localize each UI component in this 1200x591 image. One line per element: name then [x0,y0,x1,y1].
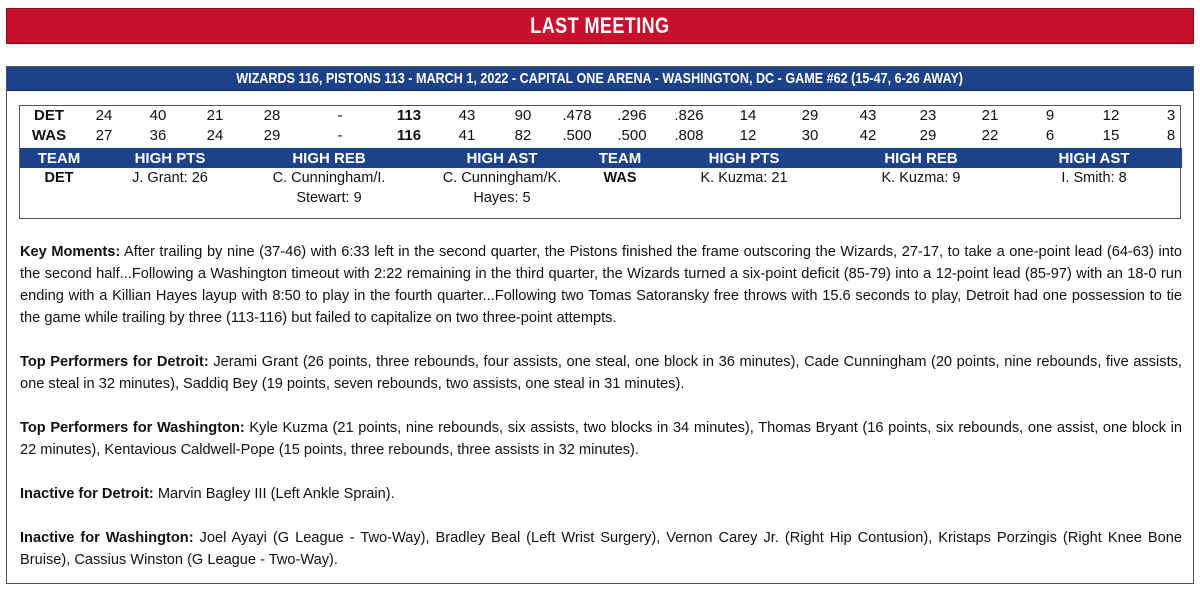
last-meeting-banner [6,8,1194,44]
box-oreb: 12 [739,126,757,144]
box-fga: 82 [514,126,532,144]
box-q1: 24 [95,106,113,124]
box-fgm: 41 [458,126,476,144]
box-fg3-pct: .500 [617,126,647,144]
leaders-header-team: TEAM [598,149,642,167]
box-ast: 23 [919,106,937,124]
leaders-header-high-reb: HIGH REB [884,149,958,167]
box-dreb: 29 [801,106,819,124]
note-label: Top Performers for Detroit: [20,354,209,370]
box-blk: 3 [1166,106,1176,124]
box-q3: 21 [206,106,224,124]
box-ot: - [337,106,343,124]
box-reb: 43 [859,106,877,124]
box-reb: 42 [859,126,877,144]
note-text: Joel Ayayi (G League - Two-Way), Bradley Beal (Left Wrist Surgery), Vernon Carey Jr. (Right Hip Contusion), Kristaps Porzingis (Right Knee Bone Bruise), Cassius Winston (G League - Two-Way). [20,530,1182,568]
box-oreb: 14 [739,106,757,124]
note-top-performers-washington [20,417,1182,461]
leaders-was-high-reb: K. Kuzma: 9 [881,170,961,186]
box-fga: 90 [514,106,532,124]
box-q1: 27 [95,126,113,144]
game-header-text: WIZARDS 116, PISTONS 113 - MARCH 1, 2022 - CAPITAL ONE ARENA - WASHINGTON, DC - GAME #62 (15-47, 6-26 AWAY) [236,70,964,87]
box-row-was [19,125,1200,145]
box-fgm: 43 [458,106,476,124]
leaders-header-high-pts: HIGH PTS [134,149,206,167]
box-q4: 28 [263,106,281,124]
box-pf: 15 [1102,126,1120,144]
box-tov: 21 [981,106,999,124]
box-dreb: 30 [801,126,819,144]
box-q4: 29 [263,126,281,144]
note-text: After trailing by nine (37-46) with 6:33 left in the second quarter, the Pistons finished the frame outscoring the Wizards, 27-17, to take a one-point lead (64-63) into the second half...Following a Washington timeout with 2:22 remaining in the third quarter, the Wizards turned a six-point deficit (85-79) into a 12-point lead (85-97) with an 18-0 run ending with a Killian Hayes layup with 8:50 to play in the fourth quarter...Following two Tomas Satoransky free throws with 15.6 seconds to play, Detroit had one possession to tie the game while trailing by three (113-116) but failed to capitalize on two three-point attempts. [20,244,1182,326]
leaders-header-high-ast: HIGH AST [466,149,538,167]
box-score [19,105,1181,219]
team-leaders [20,148,1182,208]
box-score-table [19,105,1200,145]
box-team: WAS [31,126,67,144]
leaders-team-det: DET [44,170,74,186]
note-top-performers-detroit [20,351,1182,395]
note-label: Top Performers for Washington: [20,420,245,436]
note-inactive-detroit [20,483,1182,505]
leaders-header-high-pts: HIGH PTS [708,149,780,167]
note-label: Inactive for Detroit: [20,486,154,502]
leaders-det-high-ast: C. Cunningham/K. Hayes: 5 [442,170,562,206]
box-fg3-pct: .296 [617,106,647,124]
box-fg-pct: .500 [562,126,592,144]
box-total: 113 [396,106,422,124]
box-team: DET [34,106,64,124]
leaders-header-high-reb: HIGH REB [292,149,366,167]
box-stl: 6 [1045,126,1055,144]
note-text: Jerami Grant (26 points, three rebounds, four assists, one steal, one block in 36 minutes), Cade Cunningham (20 points, nine rebounds, five assists, one steal in 32 minutes), Saddiq Bey (19 points, seven rebounds, two assists, one steal in 31 minutes). [20,354,1182,392]
note-text: Marvin Bagley III (Left Ankle Sprain). [153,486,395,502]
note-inactive-washington [20,527,1182,571]
box-ast: 29 [919,126,937,144]
box-tov: 22 [981,126,999,144]
box-ft-pct: .808 [674,126,704,144]
game-header [7,67,1193,91]
leaders-det-high-reb: C. Cunningham/I. Stewart: 9 [272,170,386,206]
note-label: Key Moments: [20,244,121,260]
leaders-was-high-ast: I. Smith: 8 [1061,170,1127,186]
box-q2: 40 [149,106,167,124]
note-label: Inactive for Washington: [20,530,194,546]
leaders-header-high-ast: HIGH AST [1058,149,1130,167]
box-row-det [19,105,1200,125]
leaders-header-row [20,148,1182,168]
leaders-was-high-pts: K. Kuzma: 21 [700,170,788,186]
box-fg-pct: .478 [562,106,592,124]
banner-title: LAST MEETING [530,13,670,38]
game-panel [6,66,1194,584]
leaders-team-was: WAS [603,170,637,186]
box-q3: 24 [206,126,224,144]
note-text: Kyle Kuzma (21 points, nine rebounds, six assists, two blocks in 34 minutes), Thomas Bryant (16 points, six rebounds, one assist, one block in 22 minutes), Kentavious Caldwell-Pope (15 points, three rebounds, three assists in 32 minutes). [20,420,1182,458]
box-ot: - [337,126,343,144]
box-ft-pct: .826 [674,106,704,124]
box-q2: 36 [149,126,167,144]
leaders-det-high-pts: J. Grant: 26 [132,170,208,186]
box-total: 116 [396,126,422,144]
box-blk: 8 [1166,126,1176,144]
box-stl: 9 [1045,106,1055,124]
box-pf: 12 [1102,106,1120,124]
leaders-values-row [20,168,1182,208]
leaders-header-team: TEAM [37,149,81,167]
note-key-moments [20,241,1182,329]
